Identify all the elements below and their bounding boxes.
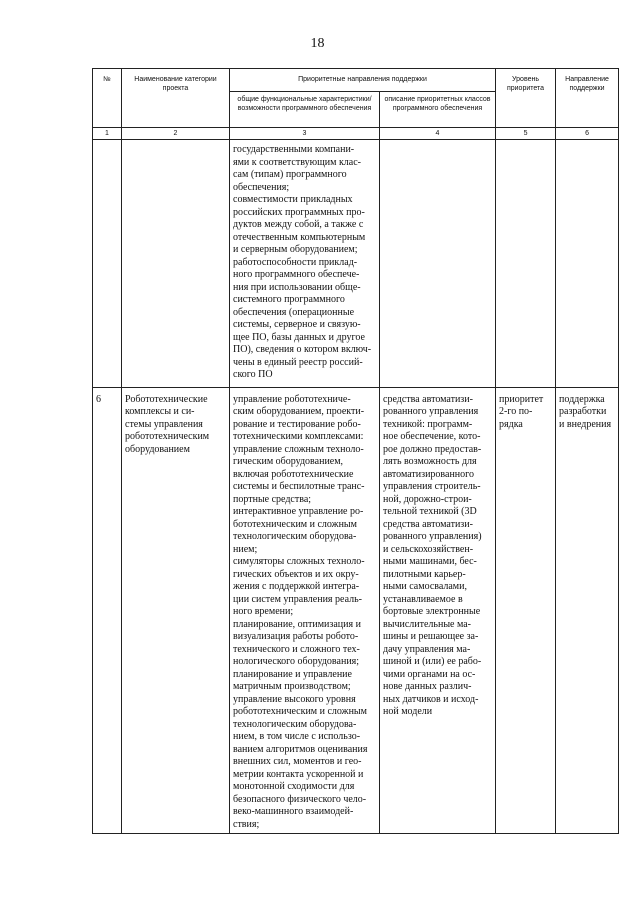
text-line: чены в единый реестр россий- bbox=[233, 356, 363, 368]
cell-empty bbox=[122, 140, 230, 388]
text-line: интерактивное управление ро- bbox=[233, 506, 364, 517]
cell-empty bbox=[93, 140, 122, 388]
text-line: ским оборудованием, проекти- bbox=[233, 406, 365, 417]
column-number: 4 bbox=[380, 128, 496, 140]
text-line: бортовые электронные bbox=[383, 606, 481, 617]
text-line: вычислительные ма- bbox=[383, 618, 471, 630]
cell-support-direction bbox=[556, 387, 619, 834]
text-line: робототехническим bbox=[125, 431, 210, 442]
text-line: бототехническим и сложным bbox=[233, 518, 357, 530]
text-line: 2-го по- bbox=[499, 406, 533, 417]
text-line: ных датчиков и исход- bbox=[383, 693, 479, 705]
text-line: ями к соответствующим клас- bbox=[233, 156, 362, 168]
text-line: шиной и (или) ее рабо- bbox=[383, 656, 482, 667]
text-line: управление сложным техноло- bbox=[233, 443, 364, 455]
text-line: планирование и управление bbox=[233, 668, 352, 680]
header-general-features: общие функциональные характеристики/ возможности программного обеспечения bbox=[230, 92, 380, 128]
text-line: ции систем управления реаль- bbox=[233, 593, 362, 605]
cell-row-number: 6 bbox=[93, 387, 122, 834]
text-line: портные средства; bbox=[233, 493, 312, 505]
text-line: рованного управления bbox=[383, 406, 479, 417]
text-line: обеспечения (операционные bbox=[233, 306, 355, 318]
text-line: и серверным оборудованием; bbox=[233, 244, 358, 255]
text-line: рое должно предостав- bbox=[383, 443, 482, 455]
text-line: ванием алгоритмов оценивания bbox=[233, 743, 368, 755]
text-line: гических объектов и их окру- bbox=[233, 568, 359, 580]
text-line: и сельскохозяйствен- bbox=[383, 543, 474, 555]
text-line: пилотными карьер- bbox=[383, 568, 466, 580]
cell-features bbox=[230, 387, 380, 834]
text-line: совместимости прикладных bbox=[233, 194, 353, 205]
text-line: автоматизированного bbox=[383, 468, 475, 480]
support-table bbox=[92, 68, 619, 834]
text-line: веко-машинного взаимодей- bbox=[233, 806, 354, 817]
text-line: дачу управления ма- bbox=[383, 643, 471, 655]
text-line: управление робототехниче- bbox=[233, 393, 351, 405]
text-line: ное обеспечение, кото- bbox=[383, 431, 481, 442]
text-line: ного времени; bbox=[233, 606, 294, 617]
cell-empty bbox=[496, 140, 556, 388]
text-line: стемы управления bbox=[125, 418, 203, 430]
cell-category bbox=[122, 387, 230, 834]
table-row-continuation bbox=[93, 140, 619, 388]
text-line: шины и решающее за- bbox=[383, 631, 479, 642]
text-line: ПО), сведения о котором включ- bbox=[233, 344, 372, 355]
column-number: 1 bbox=[93, 128, 122, 140]
text-line: отечественным компьютерным bbox=[233, 231, 366, 243]
text-line: оборудованием bbox=[125, 443, 190, 455]
text-line: безопасного физического чело- bbox=[233, 793, 367, 805]
cell-priority-level bbox=[496, 387, 556, 834]
text-line: лять возможность для bbox=[383, 456, 477, 467]
text-line: ной модели bbox=[383, 706, 433, 717]
text-line: внешних сил, моментов и гео- bbox=[233, 756, 362, 767]
text-line: ного программного обеспече- bbox=[233, 269, 360, 280]
text-line: системы и беспилотные транс- bbox=[233, 481, 365, 492]
text-line: ского ПО bbox=[233, 369, 273, 380]
text-line: монотонной сходимости для bbox=[233, 781, 355, 792]
text-line: технического и сложного тех- bbox=[233, 643, 360, 655]
text-line: нове данных различ- bbox=[383, 681, 472, 692]
text-line: ными машинами, бес- bbox=[383, 556, 477, 567]
text-line: ными самосвалами, bbox=[383, 581, 467, 592]
text-line: разработки bbox=[559, 406, 607, 417]
text-line: средства автоматизи- bbox=[383, 518, 473, 530]
column-number: 5 bbox=[496, 128, 556, 140]
column-numbers-row bbox=[93, 128, 619, 140]
text-line: рованного управления) bbox=[383, 531, 482, 542]
text-line: ной, дорожно-строи- bbox=[383, 493, 472, 505]
text-line: управление высокого уровня bbox=[233, 693, 356, 705]
text-line: сам (типам) программного bbox=[233, 169, 347, 180]
column-number: 2 bbox=[122, 128, 230, 140]
column-number: 3 bbox=[230, 128, 380, 140]
text-line: чими органами на ос- bbox=[383, 668, 476, 680]
text-line: гическим оборудованием, bbox=[233, 456, 344, 467]
text-line: жения с поддержкой интегра- bbox=[233, 581, 360, 592]
header-priority-directions: Приоритетные направления поддержки bbox=[230, 69, 496, 92]
cell-empty bbox=[380, 140, 496, 388]
cell-features-continuation bbox=[230, 140, 380, 388]
text-line: рование и тестирование робо- bbox=[233, 418, 361, 430]
header-number: № bbox=[93, 69, 122, 128]
text-line: тельной техникой (3D bbox=[383, 506, 477, 517]
text-line: матричным производством; bbox=[233, 681, 351, 692]
text-line: системного программного bbox=[233, 294, 345, 305]
text-line: обеспечения; bbox=[233, 181, 290, 193]
text-line: планирование, оптимизация и bbox=[233, 618, 361, 630]
text-line: технологическим оборудова- bbox=[233, 718, 357, 730]
text-line: нологического оборудования; bbox=[233, 656, 360, 667]
text-line: приоритет bbox=[499, 393, 544, 405]
text-line: государственными компани- bbox=[233, 144, 355, 155]
text-line: нием, в том числе с использо- bbox=[233, 731, 361, 742]
text-line: нием; bbox=[233, 543, 258, 555]
text-line: тотехническими комплексами: bbox=[233, 431, 364, 442]
cell-class-description bbox=[380, 387, 496, 834]
text-line: включая робототехнические bbox=[233, 468, 354, 480]
text-line: устанавливаемое в bbox=[383, 593, 463, 605]
page-number: 18 bbox=[310, 36, 325, 51]
text-line: Робототехнические bbox=[125, 393, 208, 405]
text-line: техникой: программ- bbox=[383, 418, 473, 430]
header-support-direction: Направление поддержки bbox=[556, 69, 619, 128]
text-line: метрии контакта ускоренной и bbox=[233, 768, 364, 780]
text-line: российских программных про- bbox=[233, 206, 365, 218]
text-line: ствия; bbox=[233, 818, 260, 830]
header-class-descriptions: описание приоритетных классов программного обеспечения bbox=[380, 92, 496, 128]
text-line: средства автоматизи- bbox=[383, 393, 473, 405]
header-priority-level: Уровень приоритета bbox=[496, 69, 556, 128]
text-line: и внедрения bbox=[559, 418, 612, 430]
text-line: визуализация работы робото- bbox=[233, 631, 359, 642]
text-line: рядка bbox=[499, 418, 523, 430]
text-line: управления строитель- bbox=[383, 481, 481, 492]
text-line: технологическим оборудова- bbox=[233, 531, 357, 542]
text-line: симуляторы сложных техноло- bbox=[233, 556, 365, 567]
text-line: дуктов между собой, а также с bbox=[233, 219, 364, 230]
text-line: робототехническим и сложным bbox=[233, 706, 367, 717]
text-line: щее ПО, базы данных и другое bbox=[233, 331, 365, 343]
text-line: ния при использовании обще- bbox=[233, 281, 361, 293]
column-number: 6 bbox=[556, 128, 619, 140]
table-row-6 bbox=[93, 387, 619, 834]
text-line: поддержка bbox=[559, 393, 605, 405]
text-line: работоспособности приклад- bbox=[233, 256, 358, 268]
text-line: системы, серверное и связую- bbox=[233, 319, 361, 330]
text-line: комплексы и си- bbox=[125, 406, 195, 417]
header-category: Наименование категории проекта bbox=[122, 69, 230, 128]
cell-empty bbox=[556, 140, 619, 388]
